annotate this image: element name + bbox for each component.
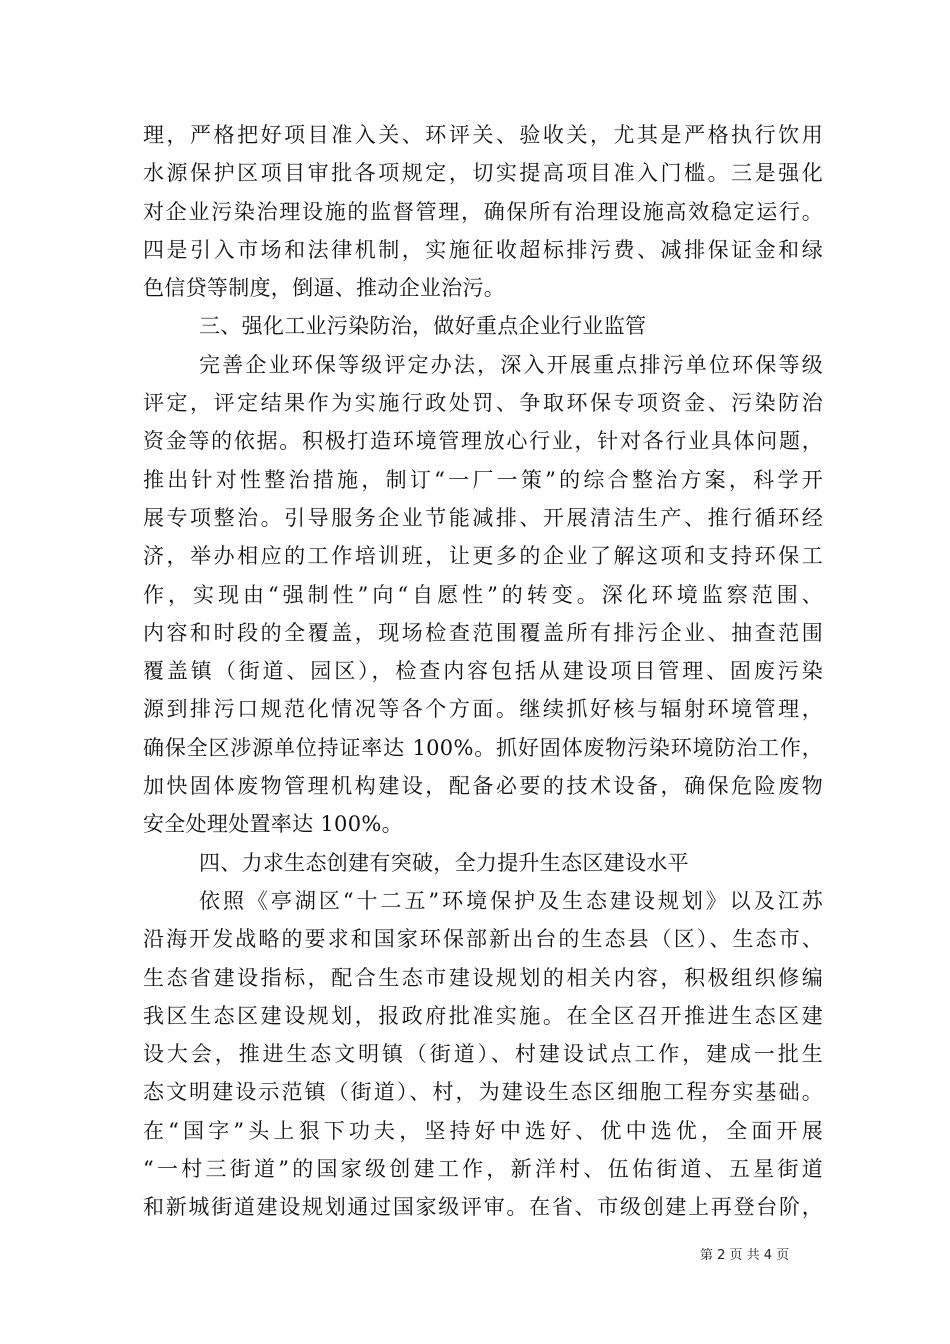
text-line: 依照《亭湖区“十二五”环境保护及生态建设规划》以及江苏: [199, 888, 823, 913]
text-line: 安全处理处置率达 100%。: [143, 812, 403, 837]
text-line: 展专项整治。引导服务企业节能减排、开展清洁生产、推行循环经: [143, 505, 823, 530]
text-line: 水源保护区项目审批各项规定，切实提高项目准入门槛。三是强化: [143, 161, 823, 186]
text-line: 济，举办相应的工作培训班，让更多的企业了解这项和支持环保工: [143, 544, 823, 569]
text-line: “一村三街道”的国家级创建工作，新洋村、伍佑街道、五星街道: [143, 1157, 823, 1182]
text-line: 源到排污口规范化情况等各个方面。继续抓好核与辐射环境管理，: [143, 697, 823, 722]
text-line: 四、力求生态创建有突破，全力提升生态区建设水平: [199, 850, 689, 875]
text-line: 生态省建设指标，配合生态市建设规划的相关内容，积极组织修编: [143, 965, 823, 990]
text-line: 设大会，推进生态文明镇（街道）、村建设试点工作，建成一批生: [143, 1042, 823, 1067]
text-line: 理，严格把好项目准入关、环评关、验收关，尤其是严格执行饮用: [143, 123, 823, 147]
text-line: 评定，评定结果作为实施行政处罚、争取环保专项资金、污染防治: [143, 391, 823, 416]
text-line: 覆盖镇（街道、园区），检查内容包括从建设项目管理、固废污染: [143, 659, 823, 684]
page-number: 第 2 页 共 4 页: [700, 1248, 790, 1263]
text-line: 和新城街道建设规划通过国家级评审。在省、市级创建上再登台阶，: [143, 1195, 823, 1220]
text-line: 态文明建设示范镇（街道）、村，为建设生态区细胞工程夯实基础。: [143, 1080, 823, 1105]
text-line: 资金等的依据。积极打造环境管理放心行业，针对各行业具体问题，: [143, 429, 823, 454]
text-line: 在“国字”头上狠下功夫，坚持好中选好、优中选优，全面开展: [143, 1118, 823, 1143]
text-line: 我区生态区建设规划，报政府批准实施。在全区召开推进生态区建: [143, 1003, 823, 1028]
text-line: 四是引入市场和法律机制，实施征收超标排污费、减排保证金和绿: [143, 237, 823, 262]
text-line: 色信贷等制度，倒逼、推动企业治污。: [143, 276, 506, 301]
text-line: 内容和时段的全覆盖，现场检查范围覆盖所有排污企业、抽查范围: [143, 620, 823, 645]
text-line: 确保全区涉源单位持证率达 100%。抓好固体废物污染环境防治工作，: [143, 735, 823, 760]
text-line: 作，实现由“强制性”向“自愿性”的转变。深化环境监察范围、: [143, 582, 823, 607]
text-line: 加快固体废物管理机构建设，配备必要的技术设备，确保危险废物: [143, 774, 823, 799]
document-body: [143, 116, 823, 1227]
text-line: 完善企业环保等级评定办法，深入开展重点排污单位环保等级: [199, 352, 823, 377]
text-line: 三、强化工业污染防治，做好重点企业行业监管: [199, 314, 647, 339]
text-line: 推出针对性整治措施，制订“一厂一策”的综合整治方案，科学开: [143, 467, 823, 492]
text-line: 对企业污染治理设施的监督管理，确保所有治理设施高效稳定运行。: [143, 199, 823, 224]
text-line: 沿海开发战略的要求和国家环保部新出台的生态县（区）、生态市、: [143, 927, 823, 952]
